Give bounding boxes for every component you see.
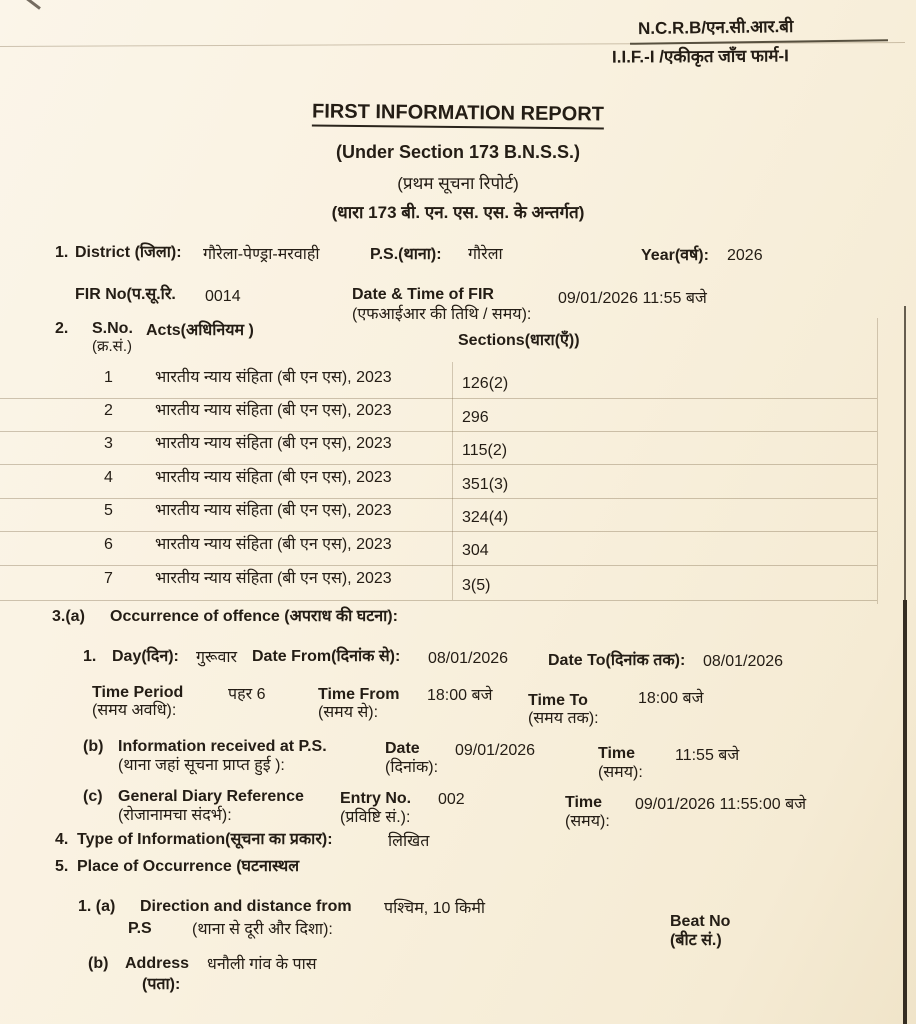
table-row-line-7 bbox=[0, 600, 877, 601]
s4-number: 4. bbox=[55, 831, 69, 848]
info-date-label-en: Date bbox=[385, 740, 420, 757]
row-section: 324(4) bbox=[462, 509, 509, 526]
table-row-line-6 bbox=[0, 565, 877, 566]
page-edge-line-lower bbox=[903, 600, 907, 1024]
row-section: 304 bbox=[462, 542, 489, 559]
time-period-label-en: Time Period bbox=[92, 684, 184, 701]
ps-label: P.S.(थाना): bbox=[370, 246, 442, 263]
time-period-value: पहर 6 bbox=[228, 686, 266, 703]
time-to-label-hi: (समय तक): bbox=[528, 710, 599, 727]
type-of-information-value: लिखित bbox=[388, 833, 430, 850]
page-edge-line bbox=[904, 306, 906, 606]
info-time-label-en: Time bbox=[598, 745, 636, 762]
row-sno: 2 bbox=[104, 402, 113, 419]
row-sno: 3 bbox=[104, 435, 113, 452]
row-act: भारतीय न्याय संहिता (बी एन एस), 2023 bbox=[155, 536, 392, 553]
page-title bbox=[0, 97, 916, 130]
gd-time-label-en: Time bbox=[565, 794, 603, 811]
row-act: भारतीय न्याय संहिता (बी एन एस), 2023 bbox=[155, 402, 392, 419]
row-sno: 7 bbox=[104, 570, 113, 587]
table-right-divider bbox=[877, 318, 878, 604]
info-time-label-hi: (समय): bbox=[598, 764, 643, 781]
info-date-label-hi: (दिनांक): bbox=[385, 759, 439, 776]
fir-datetime-label-en: Date & Time of FIR bbox=[352, 286, 494, 303]
date-to-label: Date To(दिनांक तक): bbox=[548, 652, 686, 669]
s5b-number: (b) bbox=[88, 955, 109, 972]
table-row-line-5 bbox=[0, 531, 877, 532]
entry-no-label-hi: (प्रविष्टि सं.): bbox=[340, 809, 411, 826]
gd-reference-label-en: General Diary Reference bbox=[118, 788, 304, 805]
page-title-text: FIRST INFORMATION REPORT bbox=[312, 100, 604, 129]
acts-header: Acts(अधिनियम ) bbox=[146, 322, 254, 339]
fir-no-value: 0014 bbox=[205, 288, 241, 305]
place-of-occurrence-label: Place of Occurrence (घटनास्थल bbox=[77, 858, 300, 875]
time-to-label-en: Time To bbox=[528, 692, 588, 709]
time-from-label-en: Time From bbox=[318, 686, 400, 703]
occurrence-heading: Occurrence of offence (अपराध की घटना): bbox=[110, 608, 398, 625]
address-label-hi: (पता): bbox=[142, 976, 181, 993]
info-time-value: 11:55 बजे bbox=[675, 747, 740, 764]
beat-no-label-en: Beat No bbox=[670, 913, 731, 930]
row-section: 296 bbox=[462, 409, 489, 426]
fir-no-label: FIR No(प.सू.रि. bbox=[75, 286, 176, 303]
s1-number: 1. bbox=[55, 244, 69, 261]
row-section: 126(2) bbox=[462, 375, 509, 392]
fir-datetime-label-hi: (एफआईआर की तिथि / समय): bbox=[352, 306, 532, 323]
day-label: Day(दिन): bbox=[112, 648, 179, 665]
time-to-value: 18:00 बजे bbox=[638, 690, 704, 707]
direction-distance-label-hi: (थाना से दूरी और दिशा): bbox=[192, 921, 333, 938]
info-date-value: 09/01/2026 bbox=[455, 742, 536, 759]
district-value: गौरेला-पेण्ड्रा-मरवाही bbox=[203, 246, 320, 263]
table-row-line-2 bbox=[0, 431, 877, 432]
year-label: Year(वर्ष): bbox=[641, 247, 709, 264]
row-sno: 5 bbox=[104, 502, 113, 519]
scan-stray-mark bbox=[23, 0, 41, 10]
direction-distance-value: पश्चिम, 10 किमी bbox=[384, 900, 486, 917]
fir-datetime-value: 09/01/2026 11:55 बजे bbox=[558, 290, 707, 307]
s5a-number: 1. (a) bbox=[78, 898, 116, 915]
beat-no-label-hi: (बीट सं.) bbox=[670, 932, 722, 949]
ps-value: गौरेला bbox=[468, 246, 503, 263]
date-from-label: Date From(दिनांक से): bbox=[252, 648, 401, 665]
header-ncrb: N.C.R.B/एन.सी.आर.बी bbox=[637, 16, 794, 39]
day-value: गुरूवार bbox=[196, 649, 238, 666]
row-act: भारतीय न्याय संहिता (बी एन एस), 2023 bbox=[155, 369, 392, 386]
time-from-label-hi: (समय से): bbox=[318, 704, 379, 721]
address-label-en: Address bbox=[125, 955, 190, 972]
sno-header: S.No. bbox=[92, 320, 133, 337]
s2-number: 2. bbox=[55, 320, 69, 337]
table-row-line-1 bbox=[0, 398, 877, 399]
info-received-label-en: Information received at P.S. bbox=[118, 738, 327, 755]
date-to-value: 08/01/2026 bbox=[703, 653, 784, 670]
s3-row1-number: 1. bbox=[83, 648, 97, 665]
title-hindi: (प्रथम सूचना रिपोर्ट) bbox=[397, 174, 519, 193]
sno-header-hi: (क्र.सं.) bbox=[92, 338, 132, 355]
entry-no-label-en: Entry No. bbox=[340, 790, 412, 807]
gd-time-label-hi: (समय): bbox=[565, 813, 610, 830]
row-section: 351(3) bbox=[462, 476, 509, 493]
year-value: 2026 bbox=[727, 247, 763, 264]
s3b-number: (b) bbox=[83, 738, 104, 755]
entry-no-value: 002 bbox=[438, 791, 465, 808]
type-of-information-label: Type of Information(सूचना का प्रकार): bbox=[77, 831, 333, 848]
district-label: District (जिला): bbox=[75, 244, 182, 261]
address-value: धनौली गांव के पास bbox=[207, 956, 317, 973]
date-from-value: 08/01/2026 bbox=[428, 650, 509, 667]
time-period-label-hi: (समय अवधि): bbox=[92, 702, 177, 719]
row-act: भारतीय न्याय संहिता (बी एन एस), 2023 bbox=[155, 469, 392, 486]
direction-distance-ps-label: P.S bbox=[128, 920, 152, 937]
title-under-section: (Under Section 173 B.N.S.S.) bbox=[335, 142, 581, 162]
header-iif: I.I.F.-I /एकीकृत जाँच फार्म-I bbox=[611, 46, 789, 67]
s3c-number: (c) bbox=[83, 788, 103, 805]
gd-time-value: 09/01/2026 11:55:00 बजे bbox=[635, 796, 807, 813]
table-row-line-3 bbox=[0, 464, 877, 465]
row-section: 3(5) bbox=[462, 577, 491, 594]
s5-number: 5. bbox=[55, 858, 69, 875]
row-section: 115(2) bbox=[462, 442, 508, 459]
s3-number: 3.(a) bbox=[52, 608, 85, 625]
row-sno: 4 bbox=[104, 469, 113, 486]
direction-distance-label-en: Direction and distance from bbox=[140, 898, 352, 915]
info-received-label-hi: (थाना जहां सूचना प्राप्त हुई ): bbox=[118, 757, 285, 774]
row-act: भारतीय न्याय संहिता (बी एन एस), 2023 bbox=[155, 435, 392, 452]
row-act: भारतीय न्याय संहिता (बी एन एस), 2023 bbox=[155, 570, 392, 587]
sections-header: Sections(धारा(एँ)) bbox=[458, 332, 580, 349]
gd-reference-label-hi: (रोजानामचा संदर्भ): bbox=[118, 807, 232, 824]
row-sno: 6 bbox=[104, 536, 113, 553]
title-hindi-under-section: (धारा 173 बी. एन. एस. एस. के अन्तर्गत) bbox=[331, 203, 585, 222]
time-from-value: 18:00 बजे bbox=[427, 687, 493, 704]
row-sno: 1 bbox=[104, 369, 113, 386]
row-act: भारतीय न्याय संहिता (बी एन एस), 2023 bbox=[155, 502, 392, 519]
table-row-line-4 bbox=[0, 498, 877, 499]
